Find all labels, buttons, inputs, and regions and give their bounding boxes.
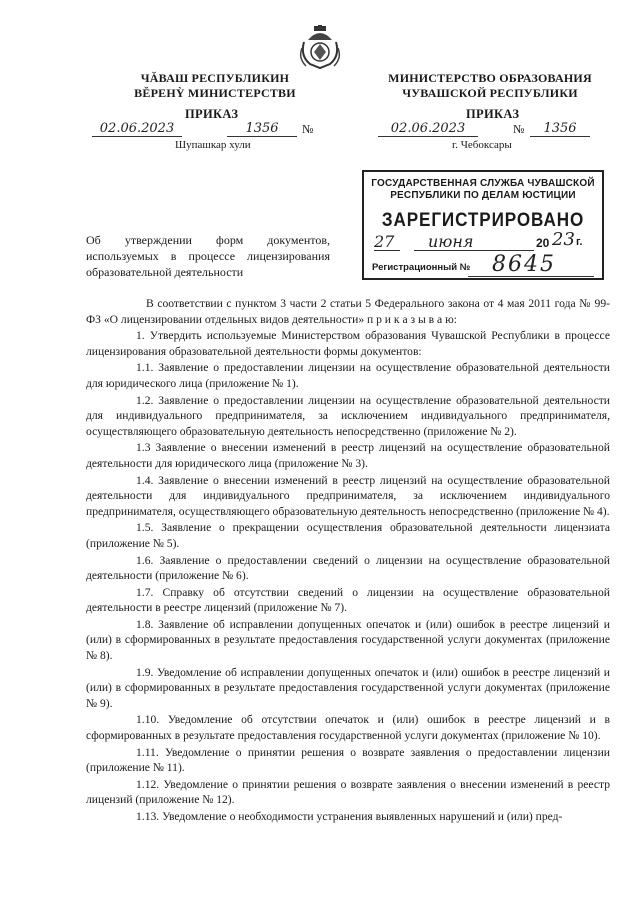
right-date: 02.06.2023 — [378, 121, 478, 137]
stamp-header — [364, 178, 602, 202]
header-left-line1: ЧĂВАШ РЕСПУБЛИКИН — [140, 71, 290, 85]
stamp-line1: ГОСУДАРСТВЕННАЯ СЛУЖБА ЧУВАШСКОЙ — [371, 178, 595, 189]
paragraph-intro: В соответствии с пунктом 3 части 2 статьи 5 Федерального закона от 4 мая 2011 года № 99-ФЗ «О лицензировании отдельных видов деятельности» п р и к а з ы в а ю: — [86, 297, 610, 326]
paragraph-1-3: 1.3 Заявление о внесении изменений в реестр лицензий на осуществление образовательной деятельности для юридического лица (приложение № 3). — [86, 441, 610, 470]
paragraph-1-9: 1.9. Уведомление об исправлении допущенных опечаток и (или) ошибок в реестре лицензий и (или) в сформированных в результате предоставления государственной услуги документах (приложение № 9). — [86, 665, 610, 710]
document-body — [86, 296, 610, 826]
paragraph-1-13: 1.13. Уведомление о необходимости устранения выявленных нарушений и (или) пред- — [136, 810, 563, 823]
header-right-line2: ЧУВАШСКОЙ РЕСПУБЛИКИ — [402, 86, 578, 100]
stamp-month: июня — [428, 232, 474, 251]
order-title-left: ПРИКАЗ — [185, 107, 239, 121]
paragraph-1-4: 1.4. Заявление о внесении изменений в реестр лицензий на осуществление образовательной деятельности для индивидуального предпринимателя, за исключением индивидуального предпринимателя, осуществляющего образовательную деятельность непосредственно (приложение № 4). — [86, 473, 610, 518]
stamp-year-prefix: 20 — [536, 236, 550, 250]
header-left — [110, 71, 320, 101]
stamp-reg-number: 8645 — [492, 252, 556, 277]
left-number: 1356 — [227, 121, 297, 137]
left-number-sign: № — [302, 122, 314, 136]
paragraph-1-6: 1.6. Заявление о предоставлении сведений о лицензии на осуществление образовательной деятельности (приложение № 6). — [86, 553, 610, 583]
stamp-day: 27 — [374, 232, 395, 251]
stamp-line2: РЕСПУБЛИКИ ПО ДЕЛАМ ЮСТИЦИИ — [390, 190, 576, 201]
stamp-registration-line — [372, 252, 598, 278]
order-title-right: ПРИКАЗ — [466, 107, 520, 121]
paragraph-1-10: 1.10. Уведомление об отсутствии опечаток и (или) ошибок в реестре лицензий и в сформированных в результате предоставления государственной услуги документах (приложение № 10). — [86, 713, 610, 743]
stamp-year-suffix: 23 — [552, 229, 575, 250]
paragraph-1-12: 1.12. Уведомление о принятии решения о возврате заявления о внесении изменений в реестр лицензий (приложение № 12). — [86, 777, 610, 807]
coat-of-arms-emblem — [296, 22, 344, 70]
paragraph-1-5: 1.5. Заявление о прекращении осуществления образовательной деятельности лицензиата (приложение № 5). — [86, 521, 610, 550]
paragraph-1-8: 1.8. Заявление об исправлении допущенных опечаток и (или) ошибок в реестре лицензий и (или) в сформированных в результате предоставления государственной услуги документах (приложение № 8). — [86, 617, 610, 663]
paragraph-1-1: 1.1. Заявление о предоставлении лицензии на осуществление образовательной деятельности для юридического лица (приложение № 1). — [86, 361, 610, 390]
left-date-line — [92, 121, 322, 139]
stamp-month-underline — [414, 250, 534, 251]
paragraph-1-2: 1.2. Заявление о предоставлении лицензии на осуществление образовательной деятельности для индивидуального предпринимателя, за исключением индивидуального предпринимателя, осуществляющего образовательную деятельность непосредственно (приложение № 2). — [86, 393, 610, 438]
document-subject: Об утверждении форм документов, используемых в процессе лицензирования образовательной деятельности — [86, 233, 330, 279]
stamp-year-g: г. — [576, 236, 583, 248]
paragraph-1: 1. Утвердить используемые Министерством образования Чувашской Республики в процессе лицензирования образовательной деятельности формы документов: — [86, 329, 610, 358]
left-city: Шупашкар хули — [175, 139, 251, 151]
stamp-date-line — [372, 229, 598, 254]
stamp-day-underline — [374, 250, 400, 251]
registration-stamp — [362, 170, 604, 280]
right-city: г. Чебоксары — [452, 139, 512, 151]
header-right-line1: МИНИСТЕРСТВО ОБРАЗОВАНИЯ — [388, 71, 592, 85]
paragraph-1-11: 1.11. Уведомление о принятии решения о возврате заявления о предоставлении лицензии (приложение № 11). — [86, 745, 610, 775]
right-date-line — [378, 121, 608, 139]
header-right — [380, 71, 600, 101]
stamp-registered: ЗАРЕГИСТРИРОВАНО — [381, 210, 585, 231]
stamp-reg-label: Регистрационный № — [372, 262, 471, 273]
header-left-line2: ВĔРЕНỲ МИНИСТЕРСТВИ — [134, 86, 296, 100]
right-number-sign: № — [513, 122, 525, 136]
left-date: 02.06.2023 — [92, 121, 182, 137]
paragraph-1-7: 1.7. Справку об отсутствии сведений о лицензии на осуществление образовательной деятельности в реестре лицензий (приложение № 7). — [86, 585, 610, 615]
right-number: 1356 — [530, 121, 590, 137]
